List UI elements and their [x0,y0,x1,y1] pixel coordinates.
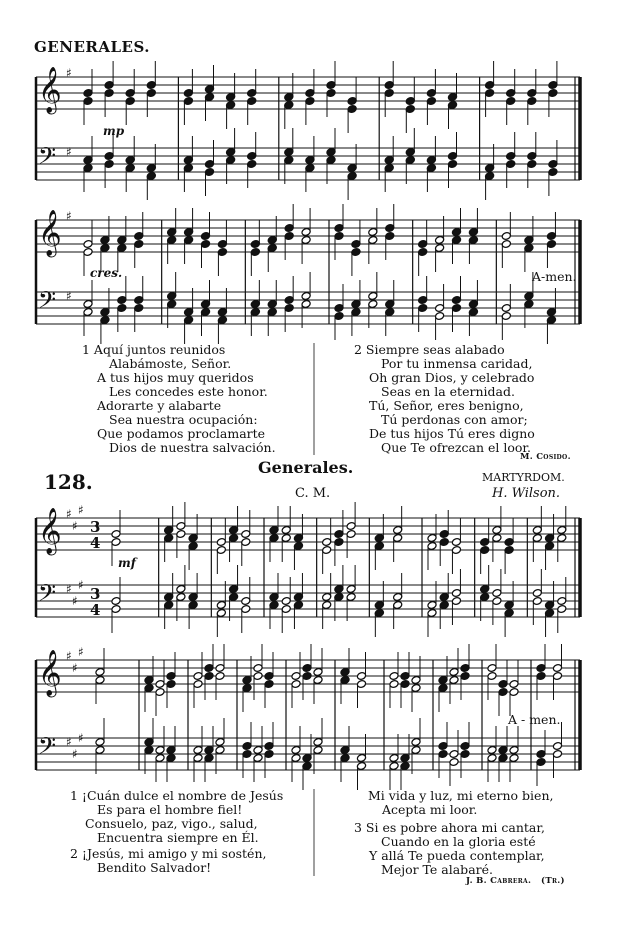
lyric-line: Mejor Te alabaré. [381,862,493,877]
lyric-line: De tus hijos Tú eres digno [369,426,535,441]
treble-clef: 𝄞 [38,210,62,256]
verse-3-128 [354,821,545,877]
sharp-sign: ♯ [78,578,84,592]
author-credit: M. Cosido. [520,452,571,462]
dynamic-mp: mp [103,124,125,138]
tune-name: MARTYRDOM. [482,471,565,484]
lyric-line: Oh gran Dios, y celebrado [369,370,535,385]
section-heading: GENERALES. [34,38,150,56]
amen-label: A-men. [532,269,577,284]
time-signature: 3 [90,585,101,603]
lyric-line: Seas en la eternidad. [381,384,515,399]
lyric-line: 1 ¡Cuán dulce el nombre de Jesús [70,788,284,803]
lyric-line: A tus hijos muy queridos [97,370,254,385]
lyric-line: Y allá Te pueda contemplar, [369,848,545,863]
lyric-line: Cuando en la gloria esté [381,834,536,849]
lyric-line: Es para el hombre fiel! [97,802,243,817]
sharp-sign: ♯ [66,209,72,223]
hymn-number: 128. [44,470,93,494]
lyric-line: 2 ¡Jesús, mi amigo y mi sostén, [70,846,267,861]
sharp-sign: ♯ [72,747,78,761]
sharp-sign: ♯ [72,594,78,608]
lyric-line: Mi vida y luz, mi eterno bien, [368,788,554,803]
lyric-line: Tú, Señor, eres benigno, [369,398,524,413]
lyric-line: Por tu inmensa caridad, [381,356,533,371]
treble-clef: 𝄞 [38,650,62,696]
lyric-line: Tú perdonas con amor; [381,412,528,427]
translator-note: (Tr.) [541,876,565,886]
translator-credit [466,876,565,886]
sharp-sign: ♯ [78,645,84,659]
composer-name: H. Wilson. [492,486,561,501]
sharp-sign: ♯ [72,661,78,675]
time-signature: 4 [90,601,101,619]
dynamic-cres: cres. [90,266,123,280]
lyric-line: 3 Si es pobre ahora mi cantar, [354,820,545,835]
treble-clef: 𝄞 [38,508,62,554]
verse-1-128 [70,789,283,845]
bass-clef: 𝄢 [38,142,57,175]
time-signature: 4 [90,534,101,552]
lyric-line: Les concedes este honor. [109,384,268,399]
verse-2 [354,343,535,455]
lyric-line: Que Te ofrezcan el loor. [381,440,531,455]
sharp-sign: ♯ [78,731,84,745]
sharp-sign: ♯ [66,582,72,596]
lyric-line: Sea nuestra ocupación: [109,412,258,427]
translator-name: J. B. Cabrera. [466,876,532,886]
sharp-sign: ♯ [66,66,72,80]
meter-label: C. M. [295,486,331,501]
lyric-line: Encuentra siempre en Él. [97,830,259,845]
lyric-line: Consuelo, paz, vigo., salud, [85,816,258,831]
dynamic-mf: mf [118,556,136,570]
sharp-sign: ♯ [66,507,72,521]
section-title: Generales. [258,458,354,477]
sharp-sign: ♯ [78,503,84,517]
sharp-sign: ♯ [66,735,72,749]
bass-clef: 𝄢 [38,579,57,612]
lyric-line: 2 Siempre seas alabado [354,342,505,357]
sharp-sign: ♯ [66,145,72,159]
lyric-line: Bendito Salvador! [97,860,212,875]
bass-clef: 𝄢 [38,732,57,765]
lyric-line: Acepta mi loor. [382,802,478,817]
amen-label-2: A - men. [508,712,561,727]
lyric-line: Alabámoste, Señor. [109,356,232,371]
bass-clef: 𝄢 [38,286,57,319]
lyric-line: Dios de nuestra salvación. [109,440,276,455]
verse-2-128 [70,847,266,875]
lyric-line: Adorarte y alabarte [97,398,222,413]
verse-1 [82,343,276,455]
verse-2-cont-128 [368,789,553,817]
treble-clef: 𝄞 [38,67,62,113]
lyric-line: 1 Aquí juntos reunidos [82,342,226,357]
lyric-line: Que podamos proclamarte [97,426,266,441]
time-signature: 3 [90,518,101,536]
sharp-sign: ♯ [72,519,78,533]
sharp-sign: ♯ [66,649,72,663]
sharp-sign: ♯ [66,289,72,303]
